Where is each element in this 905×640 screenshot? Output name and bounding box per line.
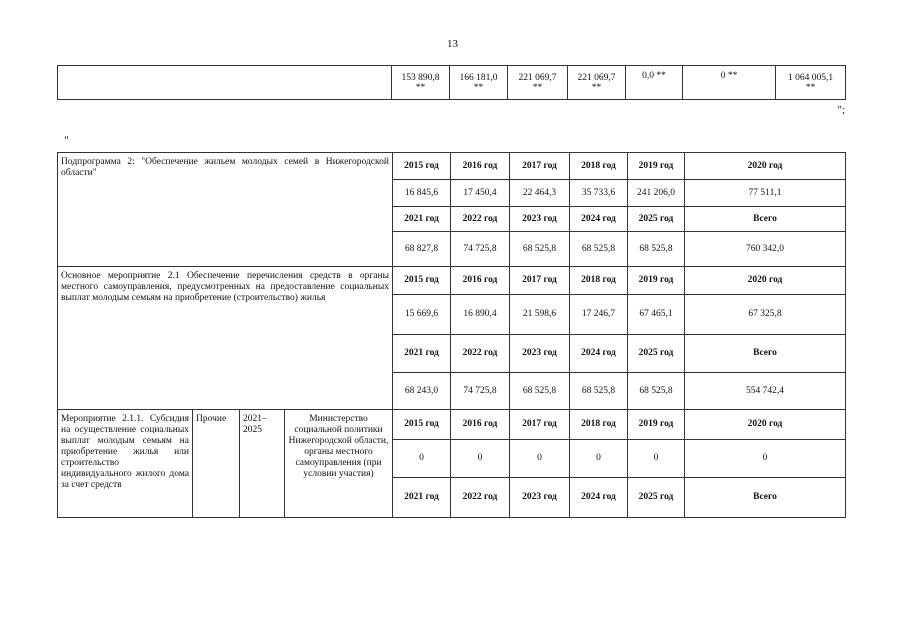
value-cell: 16 890,4: [451, 295, 510, 335]
value-cell: 21 598,6: [510, 295, 570, 335]
value-cell: 0: [628, 440, 685, 478]
event-2-1-1-title: Мероприятие 2.1.1. Субсидия на осуществление социальных выплат молодым семьям на приобретение жилья или строительство индивидуального жилого дома за счет средств: [58, 410, 193, 518]
open-quote-mark: ": [64, 133, 69, 147]
value-cell: 0: [451, 440, 510, 478]
value-cell: 68 525,8: [510, 232, 570, 267]
year-header: 2021 год: [393, 478, 451, 518]
value-cell: 68 525,8: [628, 373, 685, 410]
value-cell: 0: [510, 440, 570, 478]
year-header: 2016 год: [451, 267, 510, 295]
year-header: 2020 год: [685, 410, 846, 440]
total-header: Всего: [685, 335, 846, 373]
top-empty-cell: [58, 66, 392, 100]
top-total-cell: 153 890,8 **: [392, 66, 450, 100]
year-header: 2017 год: [510, 410, 570, 440]
value-cell: 0: [685, 440, 846, 478]
event-2-1-1-executor: Министерство социальной политики Нижегородской области, органы местного самоуправления (при условии участия): [285, 410, 393, 518]
top-total-cell: 0,0 **: [626, 66, 683, 100]
year-header: 2019 год: [628, 153, 685, 180]
value-cell: 74 725,8: [451, 232, 510, 267]
year-header: 2020 год: [685, 267, 846, 295]
year-header: 2023 год: [510, 335, 570, 373]
value-cell: 16 845,6: [393, 180, 451, 207]
total-header: Всего: [685, 207, 846, 232]
year-header: 2021 год: [393, 335, 451, 373]
program-table: [57, 152, 846, 518]
end-quote-mark: ";: [837, 104, 845, 116]
year-header: 2024 год: [570, 207, 628, 232]
year-header: 2018 год: [570, 153, 628, 180]
main-event-years-a-row: [58, 267, 846, 295]
year-header: 2017 год: [510, 267, 570, 295]
value-cell: 67 325,8: [685, 295, 846, 335]
value-cell: 67 465,1: [628, 295, 685, 335]
value-cell: 74 725,8: [451, 373, 510, 410]
year-header: 2017 год: [510, 153, 570, 180]
page-number: 13: [447, 38, 458, 50]
value-cell: 68 525,8: [510, 373, 570, 410]
value-cell: 15 669,6: [393, 295, 451, 335]
year-header: 2022 год: [451, 478, 510, 518]
value-cell: 0: [570, 440, 628, 478]
subprogram-title: Подпрограмма 2: "Обеспечение жильем молодых семей в Нижегородской области": [58, 153, 393, 267]
year-header: 2015 год: [393, 267, 451, 295]
year-header: 2023 год: [510, 478, 570, 518]
top-totals-table: [57, 65, 846, 100]
value-cell: 241 206,0: [628, 180, 685, 207]
year-header: 2025 год: [628, 335, 685, 373]
value-cell: 22 464,3: [510, 180, 570, 207]
total-value-cell: 760 342,0: [685, 232, 846, 267]
value-cell: 68 525,8: [570, 232, 628, 267]
value-cell: 35 733,6: [570, 180, 628, 207]
value-cell: 17 450,4: [451, 180, 510, 207]
year-header: 2025 год: [628, 207, 685, 232]
top-total-cell: 221 069,7 **: [568, 66, 626, 100]
year-header: 2019 год: [628, 410, 685, 440]
year-header: 2024 год: [570, 478, 628, 518]
year-header: 2018 год: [570, 267, 628, 295]
value-cell: 17 246,7: [570, 295, 628, 335]
value-cell: 0: [393, 440, 451, 478]
year-header: 2025 год: [628, 478, 685, 518]
year-header: 2022 год: [451, 335, 510, 373]
event-years-a-row: [58, 410, 846, 440]
year-header: 2019 год: [628, 267, 685, 295]
year-header: 2018 год: [570, 410, 628, 440]
value-cell: 68 525,8: [628, 232, 685, 267]
year-header: 2023 год: [510, 207, 570, 232]
event-2-1-1-type: Прочие: [193, 410, 240, 518]
year-header: 2024 год: [570, 335, 628, 373]
value-cell: 68 525,8: [570, 373, 628, 410]
subprogram-years-a-row: [58, 153, 846, 180]
year-header: 2022 год: [451, 207, 510, 232]
year-header: 2015 год: [393, 153, 451, 180]
top-total-cell: 0 **: [683, 66, 776, 100]
value-cell: 68 827,8: [393, 232, 451, 267]
event-2-1-1-period: 2021–2025: [240, 410, 285, 518]
value-cell: 77 511,1: [685, 180, 846, 207]
year-header: 2015 год: [393, 410, 451, 440]
year-header: 2020 год: [685, 153, 846, 180]
main-event-title: Основное мероприятие 2.1 Обеспечение перечисления средств в органы местного самоуправления, предусмотренных на предоставление социальных выплат молодым семьям на приобретение (строительство) жилья: [58, 267, 393, 410]
value-cell: 68 243,0: [393, 373, 451, 410]
year-header: 2016 год: [451, 410, 510, 440]
top-total-cell: 166 181,0 **: [450, 66, 508, 100]
total-value-cell: 554 742,4: [685, 373, 846, 410]
year-header: 2016 год: [451, 153, 510, 180]
year-header: 2021 год: [393, 207, 451, 232]
total-header: Всего: [685, 478, 846, 518]
top-total-cell: 1 064 005,1 **: [776, 66, 846, 100]
top-total-cell: 221 069,7 **: [508, 66, 568, 100]
